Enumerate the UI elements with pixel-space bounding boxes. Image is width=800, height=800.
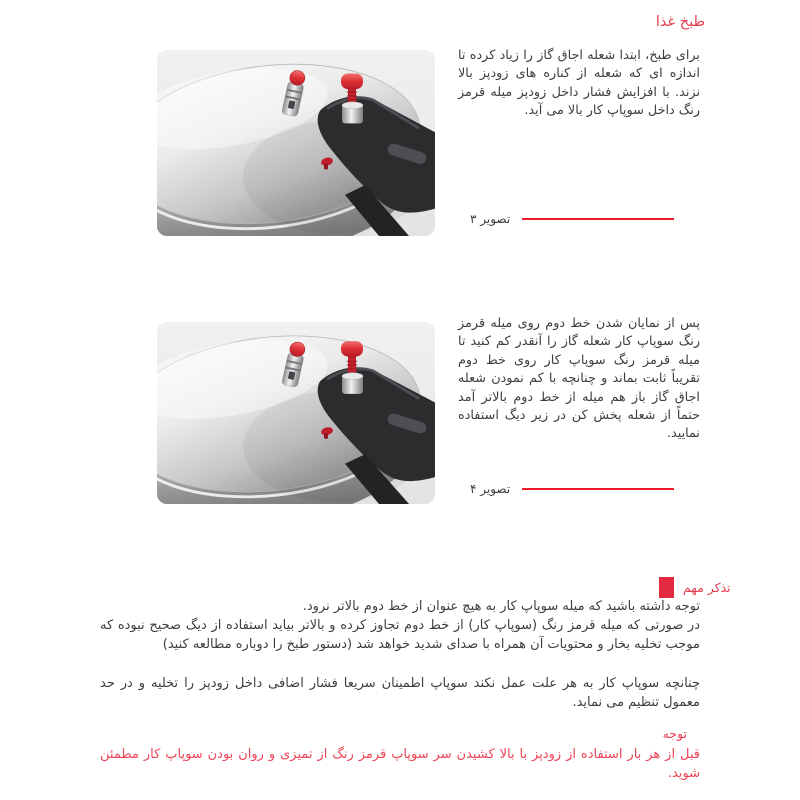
notice-title: تذکر مهم [683,580,731,595]
figure-3-caption-row [470,211,674,227]
page-title: طبخ غذا [655,14,705,30]
cooking-instructions-paragraph: برای طبخ، ابتدا شعله اجاق گاز را زیاد کرده تا اندازه ای که شعله از کناره های زودپز بالا نزند. با افزایش فشار داخل زودپز میله قرمز رنگ داخل سوپاپ کار بالا می آید. [458,48,700,119]
figure-4-caption-row [470,481,674,497]
figure-3-rule [522,218,674,221]
notice-marker-square [659,577,674,598]
attention-paragraph: قبل از هر بار استفاده از زودپز با بالا کشیدن سر سوپاپ قرمز رنگ از تمیزی و روان بودن سوپاپ کار مطمئن شوید. [100,747,700,782]
pressure-cooker-photo-1 [157,50,435,236]
flame-adjust-paragraph: پس از نمایان شدن خط دوم روی میله قرمز رنگ سوپاپ کار شعله گاز را آنقدر کم کنید تا میله قرمز رنگ سوپاپ کار روی خط دوم تقریباً ثابت بماند و چنانچه با کم نمودن شعله اجاق گاز باز هم میله از خط دوم بالاتر آمد حتماً از شعله پخش کن در زیر دیگ استفاده نمایید. [458,316,700,442]
pressure-cooker-photo-2 [157,322,435,504]
attention-title: توجه [662,726,687,741]
notice-explanation-paragraph: در صورتی که میله قرمز رنگ (سوپاپ کار) از خط دوم تجاوز کرده و بالاتر بیاید استفاده از دیگ صحیح نبوده که موجب تخلیه بخار و محتویات آن همراه با صدای شدید خواهد شد (دستور طبخ را دوباره مطالعه کنید) [100,618,700,653]
notice-safety-valve-paragraph: چنانچه سوپاپ کار به هر علت عمل نکند سوپاپ اطمینان سریعا فشار اضافی داخل زودپز را تخلیه و در حد معمول تنظیم می نماید. [100,676,700,711]
notice-header [659,577,731,598]
figure-4-rule [522,488,674,491]
figure-4-caption: تصویر ۴ [470,482,511,496]
pressure-cooker-illustration [157,50,435,236]
figure-3-caption: تصویر ۳ [470,212,511,226]
notice-rule-line: توجه داشته باشید که میله سوپاپ کار به هیچ عنوان از خط دوم بالاتر نرود. [302,599,700,614]
pressure-cooker-illustration [157,322,435,504]
